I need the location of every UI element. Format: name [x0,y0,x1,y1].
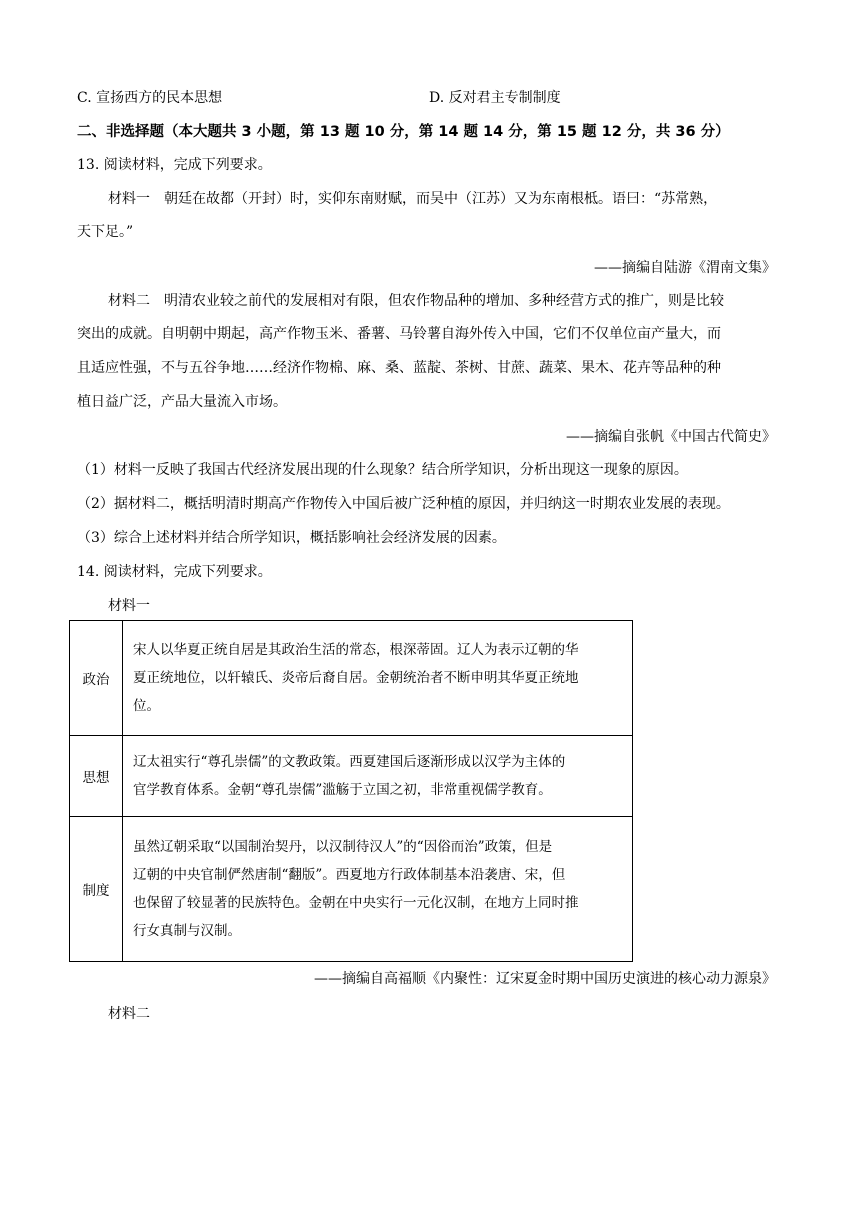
table-row-head: 政治 [70,621,123,736]
q13-material2-line2: 突出的成就。自明朝中期起，高产作物玉米、番薯、马铃薯自海外传入中国，它们不仅单位亩产量大，而 [77,326,721,342]
table-cell-line: 辽朝的中央官制俨然唐制“翻版”。西夏地方行政体制基本沿袭唐、宋，但 [133,867,566,883]
table-cell-line: 虽然辽朝采取“以国制治契丹，以汉制待汉人”的“因俗而治”政策，但是 [133,839,553,855]
q14-material2-label: 材料二 [108,1006,150,1022]
q13-material1-line1: 材料一 朝廷在故都（开封）时，实仰东南财赋，而吴中（江苏）又为东南根柢。语曰：“苏常熟， [108,191,718,207]
section-title: 二、非选择题（本大题共 3 小题，第 13 题 10 分，第 14 题 14 分，第 15 题 12 分，共 36 分） [77,124,730,140]
q13-material1-source: ——摘编自陆游《渭南文集》 [594,260,776,276]
q14-material1-table [69,620,633,962]
q13-requirement-3: （3）综合上述材料并结合所学知识，概括影响社会经济发展的因素。 [77,530,506,546]
table-row-body [123,817,633,962]
q13-material2-line1: 材料二 明清农业较之前代的发展相对有限，但农作物品种的增加、多种经营方式的推广，则是比较 [108,293,724,309]
table-row [70,817,633,962]
table-cell-line: 夏正统地位，以轩辕氏、炎帝后裔自居。金朝统治者不断申明其华夏正统地 [133,670,579,686]
table-cell-line: 宋人以华夏正统自居是其政治生活的常态，根深蒂固。辽人为表示辽朝的华 [133,642,579,658]
table-row-head: 制度 [70,817,123,962]
table-cell-line: 行女真制与汉制。 [133,923,241,939]
q13-material2-line4: 植日益广泛，产品大量流入市场。 [77,394,287,410]
table-row-body [123,621,633,736]
q14-stem: 14. 阅读材料，完成下列要求。 [77,564,272,580]
table-cell-line: 官学教育体系。金朝“尊孔崇儒”滥觞于立国之初，非常重视儒学教育。 [133,782,552,798]
table-row [70,736,633,817]
q13-stem: 13. 阅读材料，完成下列要求。 [77,157,272,173]
table-cell-line: 也保留了较显著的民族特色。金朝在中央实行一元化汉制，在地方上同时推 [133,895,579,911]
table-row-head: 思想 [70,736,123,817]
option-d: D. 反对君主专制制度 [429,90,561,106]
table-row-body [123,736,633,817]
q13-material1-line2: 天下足。” [77,224,134,240]
table-row [70,621,633,736]
q13-requirement-1: （1）材料一反映了我国古代经济发展出现的什么现象？结合所学知识，分析出现这一现象的原因。 [77,462,688,478]
table-cell-line: 位。 [133,698,160,714]
q13-requirement-2: （2）据材料二，概括明清时期高产作物传入中国后被广泛种植的原因，并归纳这一时期农业发展的表现。 [77,496,730,512]
q13-material2-line3: 且适应性强，不与五谷争地……经济作物棉、麻、桑、蓝靛、茶树、甘蔗、蔬菜、果木、花卉等品种的种 [77,360,721,376]
q13-material2-source: ——摘编自张帆《中国古代简史》 [566,429,776,445]
table-cell-line: 辽太祖实行“尊孔崇儒”的文教政策。西夏建国后逐渐形成以汉学为主体的 [133,754,566,770]
q14-material1-label: 材料一 [108,598,150,614]
q14-material1-source: ——摘编自高福顺《内聚性：辽宋夏金时期中国历史演进的核心动力源泉》 [314,971,776,987]
option-c: C. 宣扬西方的民本思想 [77,90,223,106]
